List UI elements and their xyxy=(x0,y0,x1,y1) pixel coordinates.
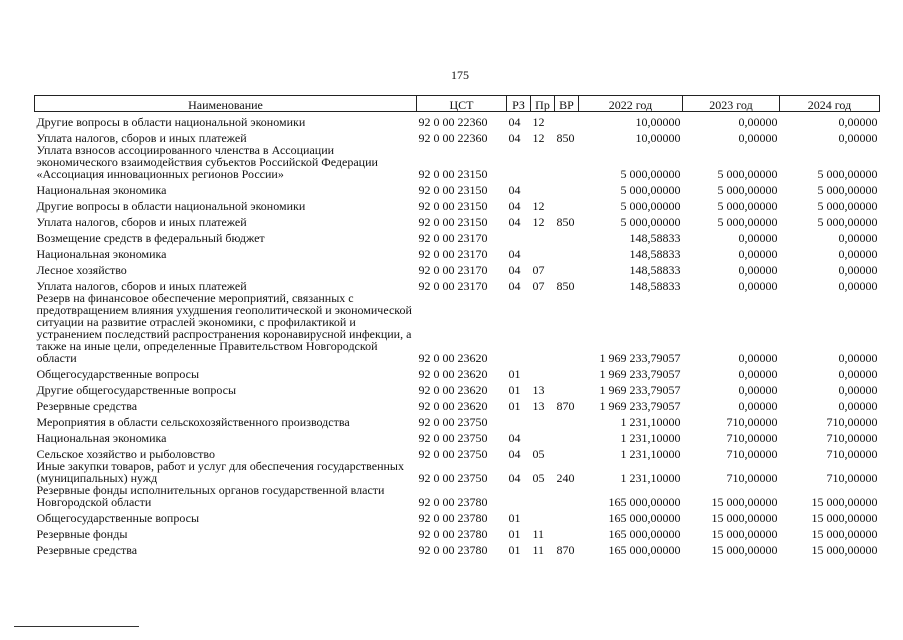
row-2022: 1 231,10000 xyxy=(620,415,681,429)
row-rz: 04 xyxy=(508,183,521,197)
row-name: Национальная экономика xyxy=(36,431,167,445)
row-cst: 92 0 00 23620 xyxy=(418,383,488,397)
header-vr: ВР xyxy=(555,96,579,112)
row-2022: 1 969 233,79057 xyxy=(599,367,681,381)
row-cst: 92 0 00 23750 xyxy=(418,471,488,485)
row-2022: 1 231,10000 xyxy=(620,447,681,461)
row-2022: 5 000,00000 xyxy=(620,167,681,181)
row-2023: 15 000,00000 xyxy=(711,511,778,525)
row-rz: 04 xyxy=(508,471,521,485)
row-2024: 0,00000 xyxy=(838,115,878,129)
row-name: Резервные фонды xyxy=(36,527,128,541)
row-2024: 15 000,00000 xyxy=(811,543,878,557)
row-2022: 5 000,00000 xyxy=(620,199,681,213)
row-2024: 710,00000 xyxy=(826,471,878,485)
row-2022: 148,58833 xyxy=(629,263,681,277)
row-2022: 1 969 233,79057 xyxy=(599,351,681,365)
row-pr: 12 xyxy=(532,131,545,145)
row-name: Другие вопросы в области национальной экономики xyxy=(36,199,306,213)
row-vr xyxy=(555,428,579,444)
table-row xyxy=(35,260,880,276)
row-name: Резерв на финансовое обеспечение мероприятий, связанных с предотвращением влияния ухудшения геополитической и экономической ситуации на развитие отраслей экономики, с профилактикой и устранением последствий распространения коронавирусной инфекции, а также на иные цели, определенные Правительством Новгородской области xyxy=(36,291,412,365)
row-rz xyxy=(507,144,531,180)
row-2024: 15 000,00000 xyxy=(811,511,878,525)
row-vr xyxy=(555,112,579,129)
table-header xyxy=(35,96,880,112)
table-row xyxy=(35,460,880,484)
row-vr: 850 xyxy=(556,279,575,293)
row-cst: 92 0 00 23620 xyxy=(418,399,488,413)
row-rz: 04 xyxy=(508,279,521,293)
table-row xyxy=(35,364,880,380)
row-cst: 92 0 00 23170 xyxy=(418,279,488,293)
row-rz xyxy=(507,412,531,428)
row-2023: 0,00000 xyxy=(738,247,778,261)
row-cst: 92 0 00 23150 xyxy=(418,183,488,197)
row-cst: 92 0 00 23170 xyxy=(418,231,488,245)
row-2022: 1 231,10000 xyxy=(620,471,681,485)
row-pr: 13 xyxy=(532,383,545,397)
row-2023: 15 000,00000 xyxy=(711,543,778,557)
row-vr xyxy=(555,244,579,260)
row-2023: 0,00000 xyxy=(738,383,778,397)
row-pr xyxy=(531,364,555,380)
row-cst: 92 0 00 23750 xyxy=(418,447,488,461)
row-pr: 12 xyxy=(532,215,545,229)
row-rz: 04 xyxy=(508,247,521,261)
row-2023: 710,00000 xyxy=(726,447,778,461)
row-pr xyxy=(531,292,555,364)
row-2023: 710,00000 xyxy=(726,471,778,485)
row-vr xyxy=(555,364,579,380)
row-2024: 5 000,00000 xyxy=(817,215,878,229)
row-cst: 92 0 00 23780 xyxy=(418,511,488,525)
row-rz: 01 xyxy=(508,367,521,381)
row-vr xyxy=(555,508,579,524)
row-name: Общегосударственные вопросы xyxy=(36,367,200,381)
row-2024: 5 000,00000 xyxy=(817,167,878,181)
row-2024: 0,00000 xyxy=(838,131,878,145)
row-vr xyxy=(555,292,579,364)
row-cst: 92 0 00 23780 xyxy=(418,527,488,541)
row-2024: 5 000,00000 xyxy=(817,183,878,197)
header-rz: РЗ xyxy=(507,96,531,112)
row-cst: 92 0 00 23150 xyxy=(418,167,488,181)
row-cst: 92 0 00 22360 xyxy=(418,115,488,129)
row-2024: 0,00000 xyxy=(838,367,878,381)
table-row xyxy=(35,244,880,260)
row-2023: 0,00000 xyxy=(738,263,778,277)
row-2024: 0,00000 xyxy=(838,263,878,277)
row-name: Другие общегосударственные вопросы xyxy=(36,383,237,397)
header-cst: ЦСТ xyxy=(417,96,507,112)
header-pr: Пр xyxy=(531,96,555,112)
row-2022: 5 000,00000 xyxy=(620,215,681,229)
table-row xyxy=(35,396,880,412)
row-rz: 04 xyxy=(508,131,521,145)
budget-table xyxy=(34,95,880,556)
row-pr xyxy=(531,244,555,260)
row-2024: 710,00000 xyxy=(826,431,878,445)
row-rz: 04 xyxy=(508,263,521,277)
table-row xyxy=(35,508,880,524)
row-2024: 710,00000 xyxy=(826,447,878,461)
row-2023: 0,00000 xyxy=(738,131,778,145)
row-2022: 10,00000 xyxy=(635,131,681,145)
row-pr xyxy=(531,144,555,180)
row-2023: 15 000,00000 xyxy=(711,495,778,509)
header-2022: 2022 год xyxy=(579,96,683,112)
row-2023: 710,00000 xyxy=(726,415,778,429)
row-2022: 165 000,00000 xyxy=(608,511,681,525)
row-2023: 5 000,00000 xyxy=(717,215,778,229)
row-2024: 0,00000 xyxy=(838,399,878,413)
row-rz: 04 xyxy=(508,115,521,129)
page-number: 175 xyxy=(451,68,469,82)
row-cst: 92 0 00 23750 xyxy=(418,415,488,429)
row-pr xyxy=(531,428,555,444)
table-row xyxy=(35,180,880,196)
row-name: Уплата налогов, сборов и иных платежей xyxy=(36,215,247,229)
row-rz: 01 xyxy=(508,527,521,541)
row-name: Уплата налогов, сборов и иных платежей xyxy=(36,279,247,293)
row-2023: 0,00000 xyxy=(738,399,778,413)
table-row xyxy=(35,128,880,144)
row-pr xyxy=(531,508,555,524)
row-2022: 1 231,10000 xyxy=(620,431,681,445)
row-cst: 92 0 00 23780 xyxy=(418,495,488,509)
row-rz: 04 xyxy=(508,215,521,229)
table-row xyxy=(35,524,880,540)
row-pr: 07 xyxy=(532,279,545,293)
row-vr xyxy=(555,380,579,396)
row-name: Резервные фонды исполнительных органов государственной власти Новгородской области xyxy=(36,483,385,509)
table-row xyxy=(35,444,880,460)
row-name: Уплата налогов, сборов и иных платежей xyxy=(36,131,247,145)
row-cst: 92 0 00 23170 xyxy=(418,263,488,277)
row-name: Сельское хозяйство и рыболовство xyxy=(36,447,216,461)
table-row xyxy=(35,540,880,556)
row-2022: 10,00000 xyxy=(635,115,681,129)
row-cst: 92 0 00 23780 xyxy=(418,543,488,557)
row-rz: 01 xyxy=(508,399,521,413)
row-name: Национальная экономика xyxy=(36,247,167,261)
row-name: Резервные средства xyxy=(36,399,138,413)
row-pr: 11 xyxy=(532,543,545,557)
row-cst: 92 0 00 23750 xyxy=(418,431,488,445)
row-pr xyxy=(531,228,555,244)
row-rz: 01 xyxy=(508,511,521,525)
row-vr: 240 xyxy=(556,471,575,485)
row-pr: 05 xyxy=(532,471,545,485)
row-name: Резервные средства xyxy=(36,543,138,557)
table-row xyxy=(35,112,880,129)
header-2024: 2024 год xyxy=(780,96,880,112)
row-cst: 92 0 00 23620 xyxy=(418,367,488,381)
table-body xyxy=(35,112,880,557)
row-name: Мероприятия в области сельскохозяйственного производства xyxy=(36,415,350,429)
row-vr xyxy=(555,484,579,508)
row-2023: 0,00000 xyxy=(738,115,778,129)
row-rz: 01 xyxy=(508,543,521,557)
row-rz: 04 xyxy=(508,199,521,213)
table-row xyxy=(35,292,880,364)
row-2022: 165 000,00000 xyxy=(608,527,681,541)
row-pr xyxy=(531,180,555,196)
row-vr xyxy=(555,180,579,196)
row-pr: 12 xyxy=(532,115,545,129)
header-2023: 2023 год xyxy=(683,96,780,112)
table-row xyxy=(35,484,880,508)
row-rz xyxy=(507,228,531,244)
row-rz: 01 xyxy=(508,383,521,397)
row-2023: 5 000,00000 xyxy=(717,183,778,197)
row-cst: 92 0 00 23170 xyxy=(418,247,488,261)
row-2023: 0,00000 xyxy=(738,351,778,365)
table-row xyxy=(35,228,880,244)
row-vr xyxy=(555,144,579,180)
row-pr: 07 xyxy=(532,263,545,277)
row-2024: 0,00000 xyxy=(838,247,878,261)
row-vr: 850 xyxy=(556,215,575,229)
row-name: Уплата взносов ассоциированного членства в Ассоциации экономического взаимодействия субъектов Российской Федерации «Ассоциация инновационных регионов России» xyxy=(36,143,378,181)
row-name: Иные закупки товаров, работ и услуг для обеспечения государственных (муниципальных) нужд xyxy=(36,459,404,485)
row-2023: 15 000,00000 xyxy=(711,527,778,541)
row-2024: 0,00000 xyxy=(838,383,878,397)
table-row xyxy=(35,276,880,292)
row-name: Национальная экономика xyxy=(36,183,167,197)
row-2023: 710,00000 xyxy=(726,431,778,445)
row-rz xyxy=(507,484,531,508)
row-vr xyxy=(555,444,579,460)
row-2022: 165 000,00000 xyxy=(608,495,681,509)
row-cst: 92 0 00 23150 xyxy=(418,199,488,213)
row-name: Другие вопросы в области национальной экономики xyxy=(36,115,306,129)
row-2024: 710,00000 xyxy=(826,415,878,429)
header-name: Наименование xyxy=(35,96,417,112)
row-2024: 15 000,00000 xyxy=(811,527,878,541)
table-row xyxy=(35,412,880,428)
row-name: Возмещение средств в федеральный бюджет xyxy=(36,231,265,245)
row-pr xyxy=(531,412,555,428)
row-cst: 92 0 00 23150 xyxy=(418,215,488,229)
table-row xyxy=(35,380,880,396)
row-2024: 5 000,00000 xyxy=(817,199,878,213)
row-2024: 0,00000 xyxy=(838,279,878,293)
row-vr: 870 xyxy=(556,543,575,557)
row-2024: 0,00000 xyxy=(838,231,878,245)
row-rz: 04 xyxy=(508,431,521,445)
row-2023: 0,00000 xyxy=(738,367,778,381)
row-pr: 11 xyxy=(532,527,545,541)
row-vr: 850 xyxy=(556,131,575,145)
row-pr: 13 xyxy=(532,399,545,413)
row-2023: 0,00000 xyxy=(738,279,778,293)
row-pr: 12 xyxy=(532,199,545,213)
row-name: Лесное хозяйство xyxy=(36,263,127,277)
row-2024: 0,00000 xyxy=(838,351,878,365)
row-name: Общегосударственные вопросы xyxy=(36,511,200,525)
row-vr xyxy=(555,412,579,428)
footer-rule xyxy=(14,626,139,627)
table-row xyxy=(35,196,880,212)
row-vr xyxy=(555,524,579,540)
row-2022: 148,58833 xyxy=(629,279,681,293)
row-pr xyxy=(531,484,555,508)
row-2022: 165 000,00000 xyxy=(608,543,681,557)
row-2022: 148,58833 xyxy=(629,231,681,245)
row-vr xyxy=(555,196,579,212)
row-rz: 04 xyxy=(508,447,521,461)
row-2022: 1 969 233,79057 xyxy=(599,399,681,413)
row-2024: 15 000,00000 xyxy=(811,495,878,509)
row-2022: 5 000,00000 xyxy=(620,183,681,197)
row-2023: 5 000,00000 xyxy=(717,199,778,213)
row-cst: 92 0 00 23620 xyxy=(418,351,488,365)
row-cst: 92 0 00 22360 xyxy=(418,131,488,145)
row-vr xyxy=(555,228,579,244)
row-2023: 0,00000 xyxy=(738,231,778,245)
row-2023: 5 000,00000 xyxy=(717,167,778,181)
row-pr: 05 xyxy=(532,447,545,461)
row-vr: 870 xyxy=(556,399,575,413)
table-row xyxy=(35,212,880,228)
table-row xyxy=(35,144,880,180)
row-vr xyxy=(555,260,579,276)
table-row xyxy=(35,428,880,444)
row-2022: 1 969 233,79057 xyxy=(599,383,681,397)
row-rz xyxy=(507,292,531,364)
row-2022: 148,58833 xyxy=(629,247,681,261)
